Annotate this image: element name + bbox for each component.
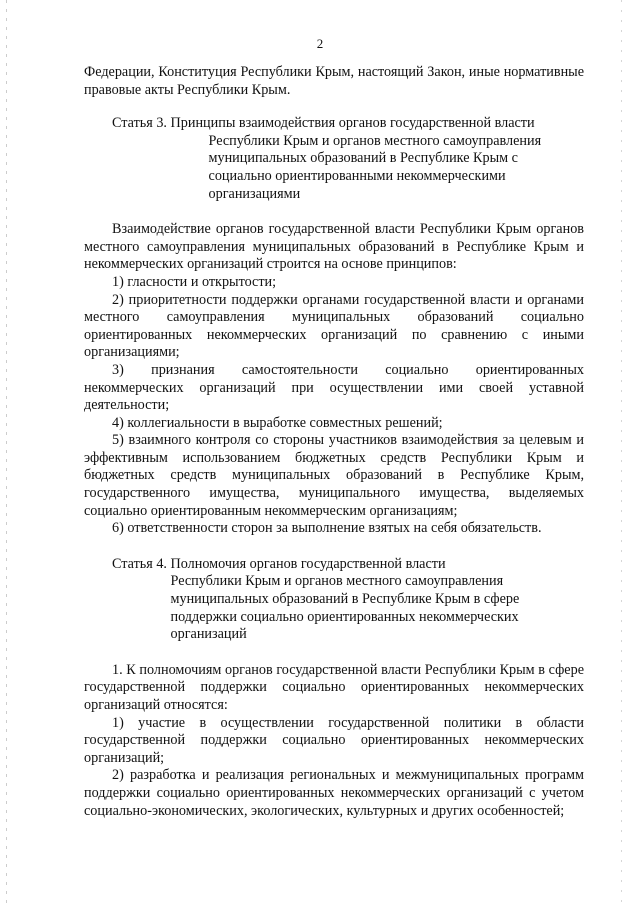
document-body <box>84 64 584 820</box>
scan-edge-right <box>621 0 622 905</box>
article-4-title <box>171 556 584 644</box>
article-4-heading <box>84 556 584 644</box>
article-3-heading <box>84 115 584 203</box>
article-3-item-2: 2) приоритетности поддержки органами государственной власти и органами местного самоуправления муниципальных образований социально ориентированных некоммерческих организаций по сравнению с иными организациями; <box>84 291 584 361</box>
article-3-item-5: 5) взаимного контроля со стороны участников взаимодействия за целевым и эффективным использованием бюджетных средств Республики Крым и бюджетных средств муниципальных образований в Республике Крым, государственного имущества, муниципального имущества, выделяемых социально ориентированным некоммерческим организациям; <box>84 432 584 519</box>
article-3-title <box>171 115 584 203</box>
article-3-lead: Взаимодействие органов государственной власти Республики Крым органов местного самоуправления муниципальных образований в Республике Крым и некоммерческих организаций строится на основе принципов: <box>84 221 584 273</box>
scan-edge-left <box>6 0 7 905</box>
article-4-lead: 1. К полномочиям органов государственной власти Республики Крым в сфере государственной поддержки социально ориентированных некоммерческих организаций относятся: <box>84 661 584 713</box>
intro-paragraph: Федерации, Конституция Республики Крым, настоящий Закон, иные нормативные правовые акты Республики Крым. <box>84 64 584 98</box>
article-4-title-line-1: Полномочия органов государственной власти <box>170 555 446 572</box>
page-number: 2 <box>316 36 324 51</box>
article-3-title-rest: Республики Крым и органов местного самоуправления муниципальных образований в Республике Крым с социально ориентированными некоммерческими организациями <box>208 132 542 202</box>
article-4-item-1: 1) участие в осуществлении государственной политики в области государственной поддержки социально ориентированных некоммерческих организаций; <box>84 714 584 766</box>
article-4-label: Статья 4. <box>112 555 171 572</box>
article-4-title-rest: Республики Крым и органов местного самоуправления муниципальных образований в Республике Крым в сфере поддержки социально ориентированных некоммерческих организаций <box>170 573 520 643</box>
article-3-item-4: 4) коллегиальности в выработке совместных решений; <box>112 414 443 431</box>
article-3-title-line-1: Принципы взаимодействия органов государственной власти <box>170 115 535 132</box>
article-3-item-6: 6) ответственности сторон за выполнение взятых на себя обязательств. <box>112 520 542 537</box>
article-3-label: Статья 3. <box>112 115 171 132</box>
article-3-item-1: 1) гласности и открытости; <box>112 273 277 290</box>
article-4-item-2: 2) разработка и реализация региональных и межмуниципальных программ поддержки социально ориентированных некоммерческих организаций с учетом социально-экономических, экологических, культурных и других особенностей; <box>84 767 584 819</box>
article-3-item-3: 3) признания самостоятельности социально ориентированных некоммерческих организаций при осуществлении ими своей уставной деятельности; <box>84 361 584 414</box>
